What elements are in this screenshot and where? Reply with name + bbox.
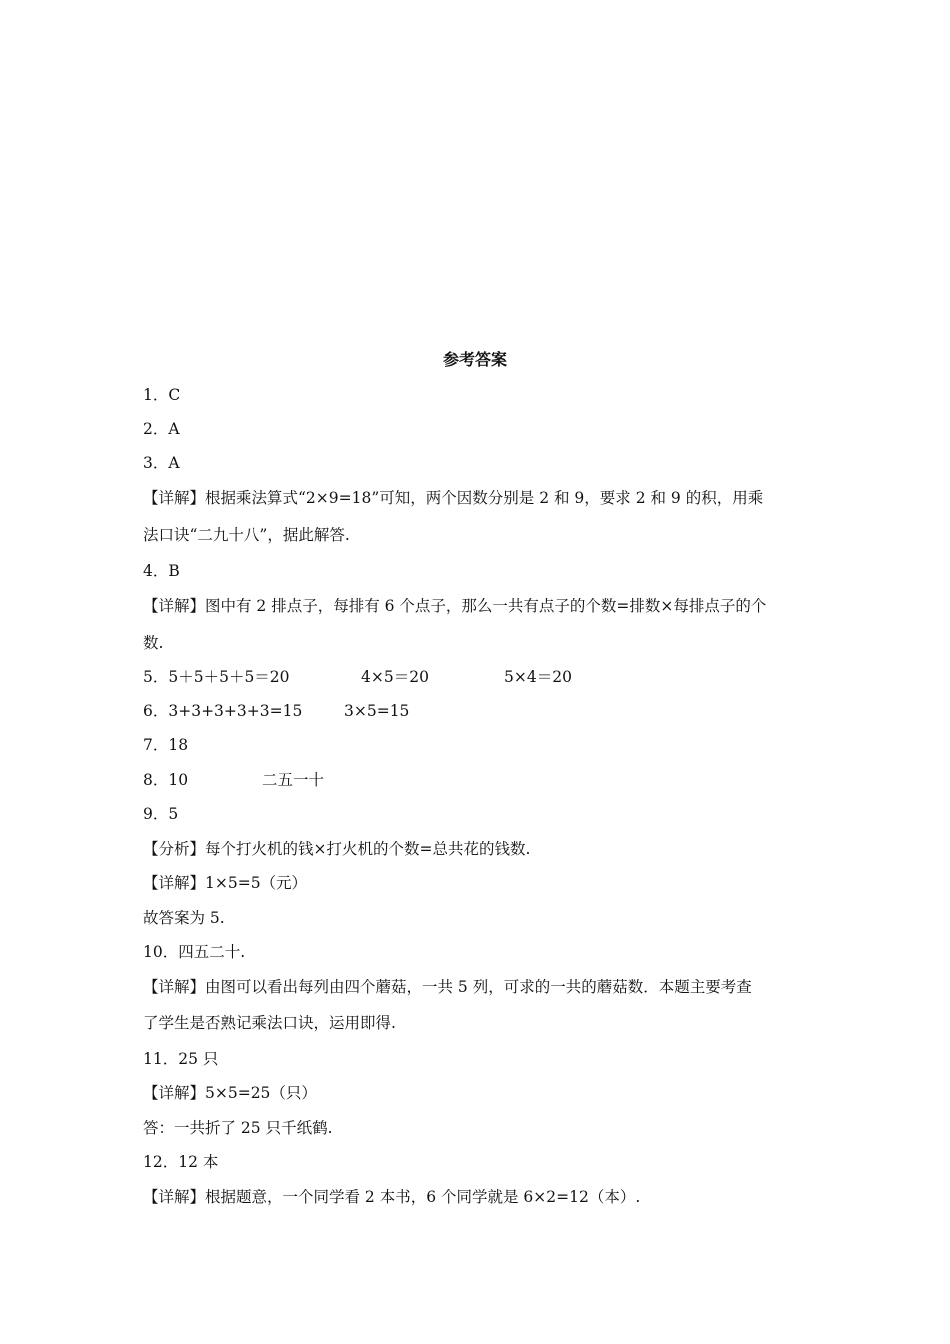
answer-1: 1．C <box>143 386 181 404</box>
answer-5-addition: 5．5＋5＋5＋5＝20 <box>143 668 290 686</box>
answer-9-conclusion: 故答案为 5. <box>143 909 225 927</box>
answer-11: 11．25 只 <box>143 1050 219 1068</box>
answer-8-value: 8．10 <box>143 771 189 789</box>
answer-12-detail: 【详解】根据题意，一个同学看 2 本书，6 个同学就是 6×2=12（本）. <box>143 1188 641 1206</box>
answer-4: 4．B <box>143 562 180 580</box>
page-title: 参考答案 <box>442 350 507 369</box>
answer-4-detail-line-2: 数. <box>143 634 164 652</box>
answer-7: 7．18 <box>143 736 189 754</box>
answer-12: 12．12 本 <box>143 1153 219 1171</box>
answer-6-addition: 6．3+3+3+3+3=15 <box>143 702 303 720</box>
answer-10-detail-line-1: 【详解】由图可以看出每列由四个蘑菇，一共 5 列，可求的一共的蘑菇数．本题主要考查 <box>143 978 752 996</box>
answer-9: 9．5 <box>143 805 179 823</box>
answer-11-conclusion: 答：一共折了 25 只千纸鹤. <box>143 1119 333 1137</box>
answer-4-detail-line-1: 【详解】图中有 2 排点子，每排有 6 个点子，那么一共有点子的个数=排数×每排点子的个 <box>143 597 767 615</box>
answer-3-detail-line-2: 法口诀“二九十八”，据此解答. <box>143 526 350 544</box>
answer-11-detail: 【详解】5×5=25（只） <box>143 1084 317 1102</box>
answer-5-product-2: 5×4＝20 <box>504 668 572 686</box>
answer-3: 3．A <box>143 454 180 472</box>
answer-2: 2．A <box>143 420 180 438</box>
answer-3-detail-line-1: 【详解】根据乘法算式“2×9=18”可知，两个因数分别是 2 和 9，要求 2 和 9 的积，用乘 <box>143 489 764 507</box>
answer-10-detail-line-2: 了学生是否熟记乘法口诀，运用即得. <box>143 1014 396 1032</box>
answer-6-product: 3×5=15 <box>344 702 410 720</box>
answer-10: 10．四五二十. <box>143 943 246 961</box>
answer-9-detail: 【详解】1×5=5（元） <box>143 874 308 892</box>
answer-9-analysis: 【分析】每个打火机的钱×打火机的个数=总共花的钱数. <box>143 840 531 858</box>
answer-8-rhyme: 二五一十 <box>262 771 325 789</box>
answer-5-product-1: 4×5＝20 <box>361 668 429 686</box>
